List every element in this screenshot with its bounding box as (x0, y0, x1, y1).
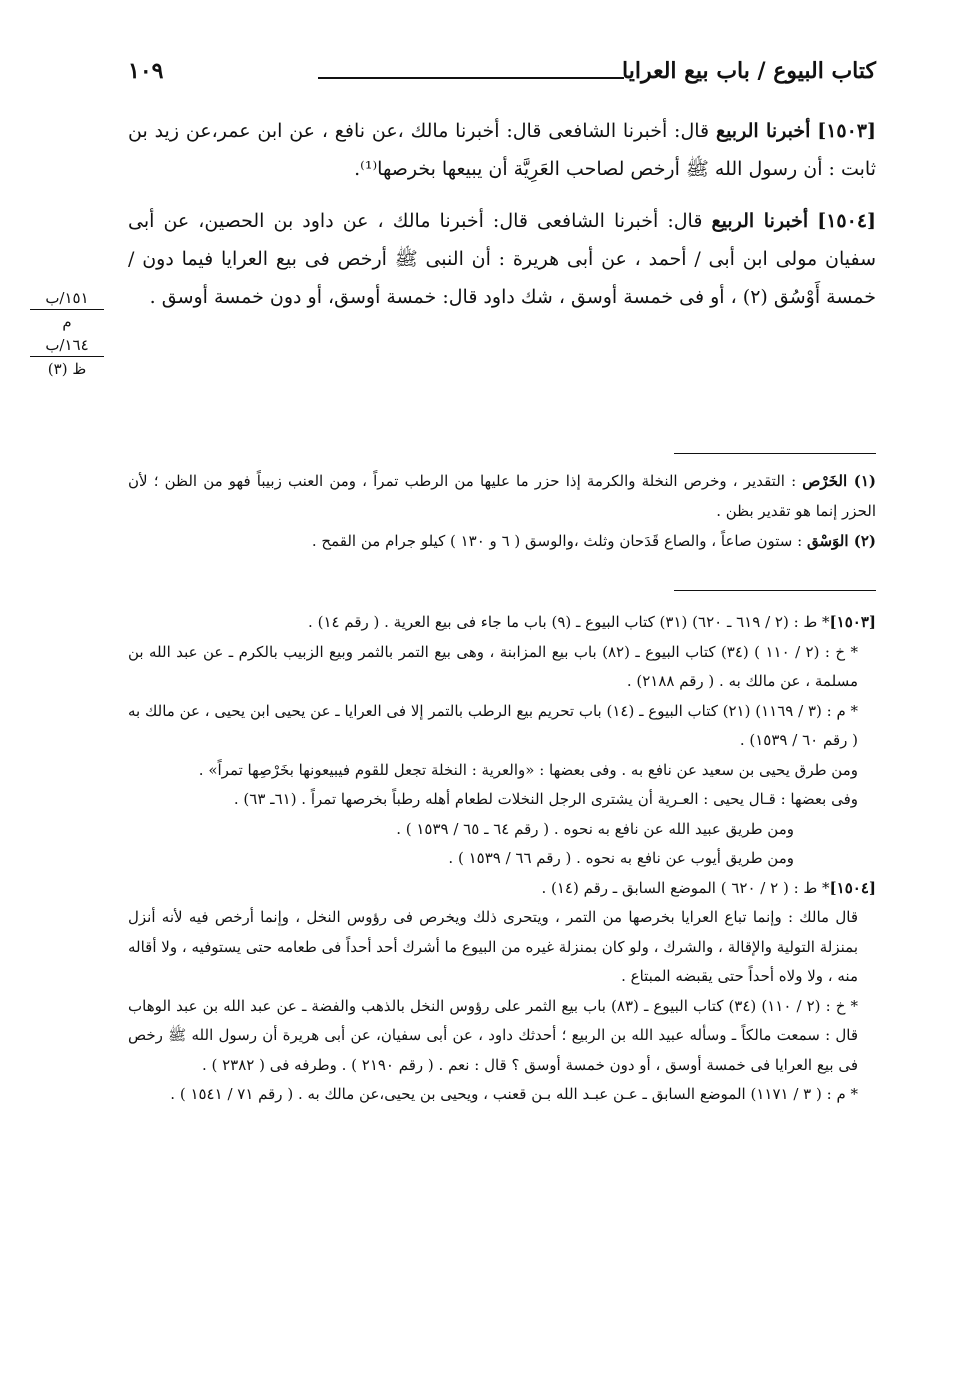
header-rule (318, 77, 624, 79)
margin-note: م (62, 313, 72, 331)
footnote-term: (٢) الوَسْق (806, 532, 876, 550)
takhrij-text: * ط : ( ٢ / ٦٢٠ ) الموضع السابق ـ رقم (١٤) . (541, 878, 830, 897)
chapter-title: كتاب البيوع / باب بيع العرايا (622, 58, 876, 84)
takhrij-section (128, 608, 876, 1110)
takhrij-ref: [١٥٠٣] (829, 613, 876, 631)
takhrij-entry (128, 844, 876, 874)
takhrij-text: * م : (٣ / ١١٦٩) (٢١) كتاب البيوع ـ (١٤) باب تحريم بيع الرطب بالتمر إلا فى العرايا ـ عن يحيى ابن يحيى ، عن مالك به ( رقم ٦٠ / ١٥٣٩) . (128, 701, 858, 749)
footnote-1 (128, 466, 876, 526)
hadith-text: قال: أخبرنا الشافعى قال: أخبرنا مالك ،عن نافع ، عن ابن عمر،عن زيد بن ثابت : أن رسول الله ﷺ أرخص لصاحب العَرِيَّة أن يبيعها بخرصها⁽¹⁾. (128, 120, 876, 180)
running-header (128, 58, 876, 94)
takhrij-entry (128, 815, 876, 845)
takhrij-entry (128, 638, 876, 697)
takhrij-entry (128, 785, 876, 815)
takhrij-text: وفى بعضها : قـال يحيى : العـرية أن يشترى الرجل النخلات لطعام أهله رطباً بخرصها تمراً . (٦١ـ ٦٣) . (233, 790, 858, 808)
takhrij-text: * م : ( ٣ / ١١٧١) الموضع السابق ـ عـن عبـد الله بـن قعنب ، ويحيى بن يحيى،عن مالك به . ( رقم ٧١ / ١٥٤١ ) . (170, 1085, 858, 1103)
takhrij-entry (128, 608, 876, 638)
margin-note: ١٥١/ب (30, 288, 104, 310)
margin-note: ١٦٤/ب (30, 335, 104, 357)
hadith-lead: أخبرنا الربيع (711, 210, 809, 232)
margin-note: ظ (٣) (47, 360, 87, 378)
takhrij-entry (128, 903, 876, 992)
footnote-separator (674, 453, 876, 454)
footnote-term: (١) الخَرْص (802, 472, 876, 490)
hadith-lead: أخبرنا الربيع (715, 120, 811, 142)
takhrij-text: * خ : (٢ / ١١٠) (٣٤) كتاب البيوع ـ (٨٣) باب بيع الثمر على رؤوس النخل بالذهب والفضة ـ عن عبد الله بن عبد الوهاب قال : سمعت مالكاً ـ وسأله عبيد الله بن الربيع ؛ أحدثك داود ، عن أبى سفيان، عن أبى هريرة أن رسول الله ﷺ رخص فى بيع العرايا فى خمسة أوسق ، أو دون خمسة أوسق ؟ قال : نعم . ( رقم ٢١٩٠ ) . وطرفه فى ( ٢٣٨٢ ) . (128, 996, 858, 1074)
takhrij-text: * ط : (٢ / ٦١٩ ـ ٦٢٠) (٣١) كتاب البيوع ـ (٩) باب ما جاء فى بيع العرية . ( رقم ١٤) . (308, 613, 830, 631)
takhrij-entry (128, 874, 876, 904)
takhrij-separator (674, 590, 876, 591)
takhrij-ref: [١٥٠٤] (829, 878, 876, 897)
takhrij-text: * خ : (٢ / ١١٠ ) (٣٤) كتاب البيوع ـ (٨٢) باب بيع المزابنة ، وهى بيع التمر بالثمر وبيع الزبيب بالكرم ـ عن عبد الله بن مسلمة ، عن مالك به . ( رقم ٢١٨٨) . (128, 642, 858, 690)
hadith-text: قال: أخبرنا الشافعى قال: أخبرنا مالك ، عن داود بن الحصين، عن أبى سفيان مولى ابن أبى / أحمد ، عن أبى هريرة : أن النبى ﷺ أرخص فى بيع العرايا فيما دون /خمسة أَوْسُق (٢) ، أو فى خمسة أوسق ، شك داود قال: خمسة أوسق، أو دون خمسة أوسق . (128, 210, 876, 308)
takhrij-entry (128, 992, 876, 1081)
takhrij-text: ومن طرق يحيى بن سعيد عن نافع به . وفى بعضها : «والعرية : النخلة تجعل للقوم فيبيعونها بخَرْصِها تمراً» . (198, 760, 858, 779)
footnote-2 (128, 526, 876, 556)
footnote-text: : التقدير ، وخرص النخلة والكرمة إذا حزر ما عليها من الرطب تمراً ، ومن العنب زبيباً فهو من الظن ؛ لأن الحزر إنما هو تقدير بظن . (128, 472, 876, 520)
takhrij-text: ومن طريق أيوب عن نافع به نحوه . ( رقم ٦٦ / ١٥٣٩ ) . (448, 849, 794, 867)
hadith-number: [١٥٠٣] (817, 120, 877, 142)
main-text (128, 112, 876, 330)
hadith-1504 (128, 202, 876, 316)
footnote-text: : ستون صاعاً ، والصاع قَدَحان وثلث ،والوسق ( ٦ و ١٣٠ ) كيلو جرام من القمح . (311, 532, 803, 550)
takhrij-entry (128, 756, 876, 786)
hadith-1503 (128, 112, 876, 188)
takhrij-entry (128, 697, 876, 756)
takhrij-text: قال مالك : وإنما تباع العرايا بخرصها من التمر ، ويتحرى ذلك ويخرص فى رؤوس النخل ، وإنما أرخص فيه لأنه أنزل بمنزلة التولية والإقالة ، والشرك ، ولو كان بمنزلة غيره من البيوع ما أشرك أحد أحداً فى طعامه حتى يستوفيه ، ولا أقاله منه ، ولا ولاه أحداً حتى يقبضه المبتاع . (128, 908, 858, 985)
page-number: ١٠٩ (128, 58, 164, 84)
hadith-number: [١٥٠٤] (817, 210, 877, 232)
takhrij-text: ومن طريق عبيد الله عن نافع به نحوه . ( رقم ٦٤ ـ ٦٥ / ١٥٣٩ ) . (396, 819, 794, 838)
footnotes (128, 466, 876, 556)
manuscript-margin-notes (24, 288, 110, 382)
takhrij-entry (128, 1080, 876, 1110)
